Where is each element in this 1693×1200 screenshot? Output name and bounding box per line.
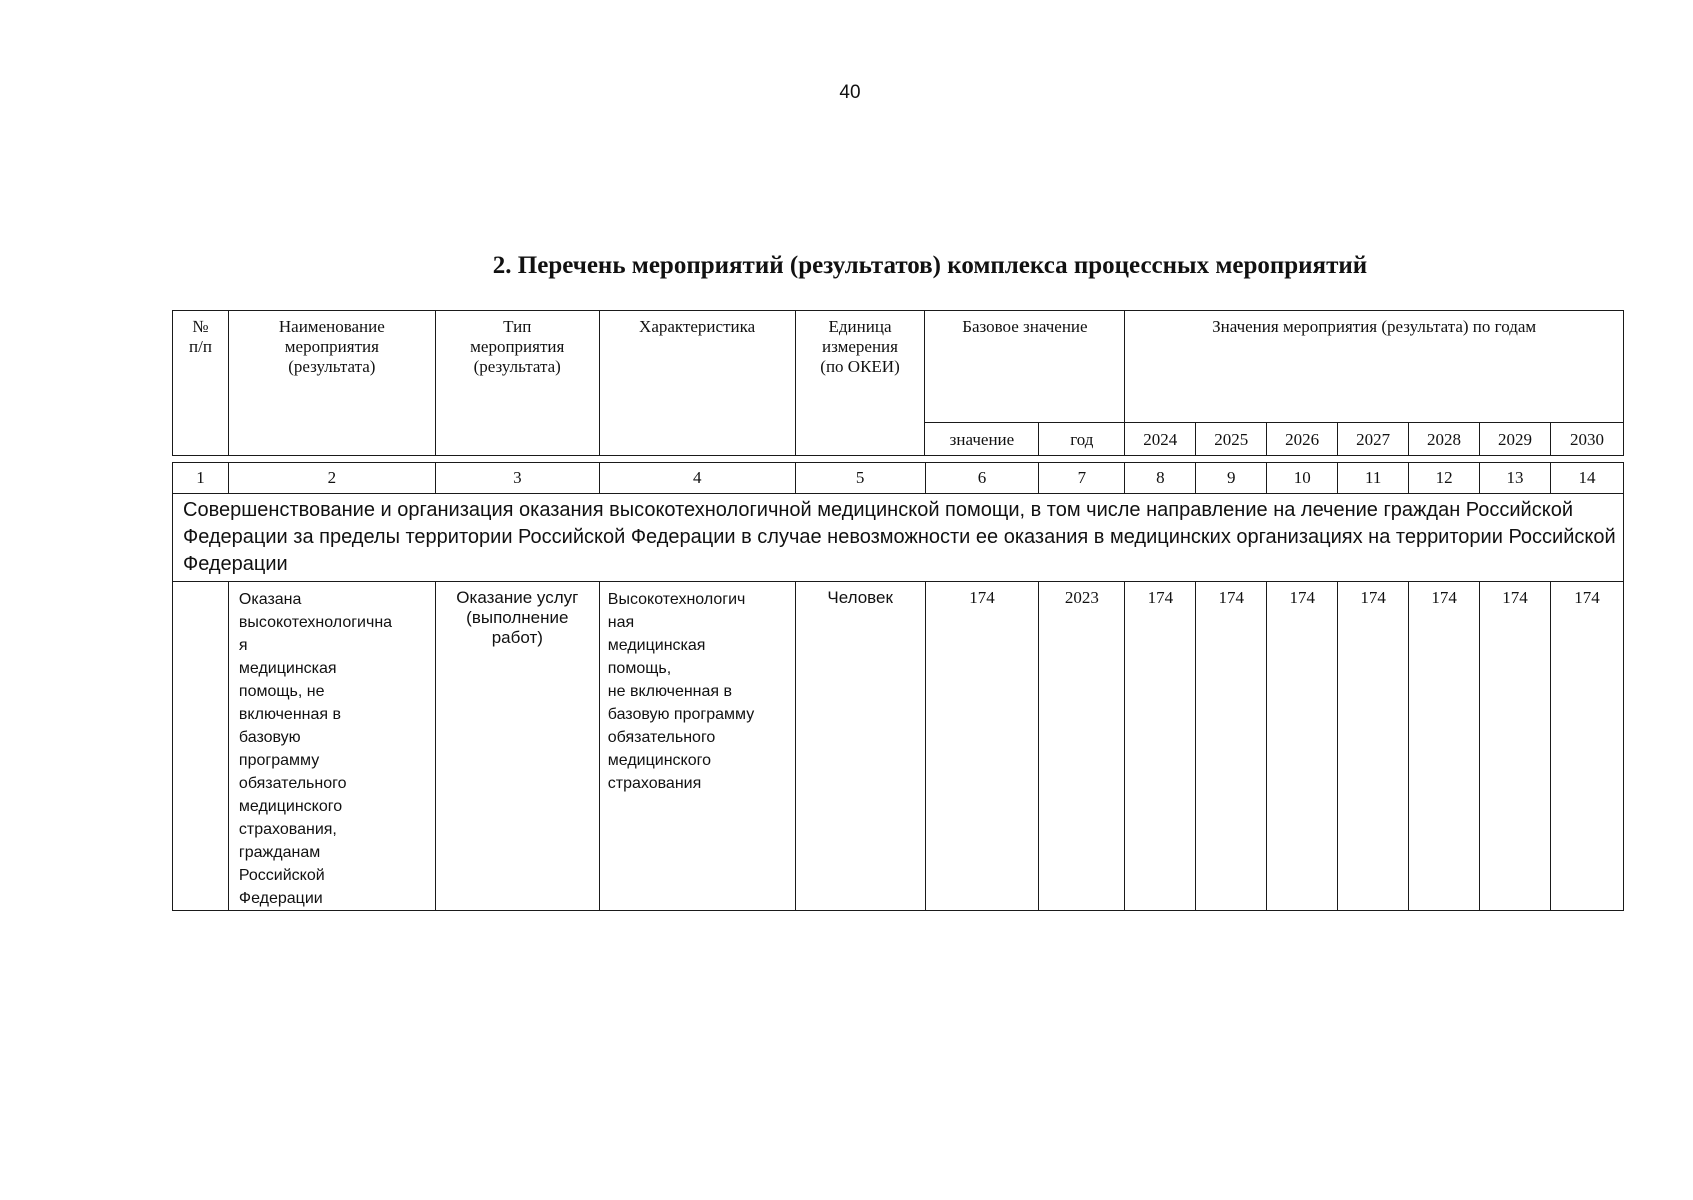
header-year-2030: 2030	[1550, 423, 1623, 456]
row-base-value: 174	[925, 582, 1039, 911]
column-number: 2	[228, 463, 435, 494]
table-body	[172, 462, 1624, 911]
header-year-2024: 2024	[1125, 423, 1196, 456]
row-value-2029: 174	[1480, 582, 1551, 911]
column-number: 10	[1267, 463, 1338, 494]
section-heading: Совершенствование и организация оказания высокотехнологичной медицинской помощи, в том числе направление на лечение граждан Российской Федерации за пределы территории Российской Федерации в случае невозможности ее оказания в медицинских организациях на территории Российской Федерации	[173, 494, 1624, 582]
column-number: 13	[1480, 463, 1551, 494]
header-year-2029: 2029	[1479, 423, 1550, 456]
column-number: 8	[1125, 463, 1196, 494]
row-base-year: 2023	[1039, 582, 1125, 911]
column-number: 4	[599, 463, 795, 494]
header-num: № п/п	[173, 311, 229, 456]
page-number: 40	[839, 82, 861, 103]
row-type: Оказание услуг (выполнение работ)	[435, 582, 599, 911]
row-unit: Человек	[795, 582, 925, 911]
header-values-by-year: Значения мероприятия (результата) по годам	[1125, 311, 1624, 423]
header-base-year-sub: год	[1039, 423, 1125, 456]
table-header	[172, 310, 1624, 456]
row-characteristic: Высокотехнологич ная медицинская помощь, не включенная в базовую программу обязательного медицинского страхования	[599, 582, 795, 911]
column-number: 3	[435, 463, 599, 494]
header-name: Наименование мероприятия (результата)	[228, 311, 435, 456]
section-heading-row	[173, 494, 1624, 582]
header-year-2026: 2026	[1267, 423, 1338, 456]
header-year-2028: 2028	[1409, 423, 1480, 456]
row-value-2026: 174	[1267, 582, 1338, 911]
section-title: 2. Перечень мероприятий (результатов) комплекса процессных мероприятий	[492, 252, 1368, 279]
header-unit: Единица измерения (по ОКЕИ)	[795, 311, 925, 456]
column-number: 6	[925, 463, 1039, 494]
row-num	[173, 582, 229, 911]
column-number: 5	[795, 463, 925, 494]
header-type: Тип мероприятия (результата)	[435, 311, 599, 456]
column-number: 7	[1039, 463, 1125, 494]
column-number: 11	[1338, 463, 1409, 494]
column-number: 12	[1409, 463, 1480, 494]
column-number: 9	[1196, 463, 1267, 494]
column-number: 1	[173, 463, 229, 494]
row-value-2025: 174	[1196, 582, 1267, 911]
column-number: 14	[1551, 463, 1624, 494]
header-characteristic: Характеристика	[599, 311, 795, 456]
column-numbers-row	[173, 463, 1624, 494]
row-value-2030: 174	[1551, 582, 1624, 911]
row-value-2028: 174	[1409, 582, 1480, 911]
header-base-value: Базовое значение	[925, 311, 1125, 423]
header-year-2027: 2027	[1338, 423, 1409, 456]
row-value-2024: 174	[1125, 582, 1196, 911]
header-base-value-sub: значение	[925, 423, 1039, 456]
row-name: Оказана высокотехнологична я медицинская помощь, не включенная в базовую программу обязательного медицинского страхования, гражданам Российской Федерации	[228, 582, 435, 911]
header-year-2025: 2025	[1196, 423, 1267, 456]
table-row	[173, 582, 1624, 911]
row-value-2027: 174	[1338, 582, 1409, 911]
